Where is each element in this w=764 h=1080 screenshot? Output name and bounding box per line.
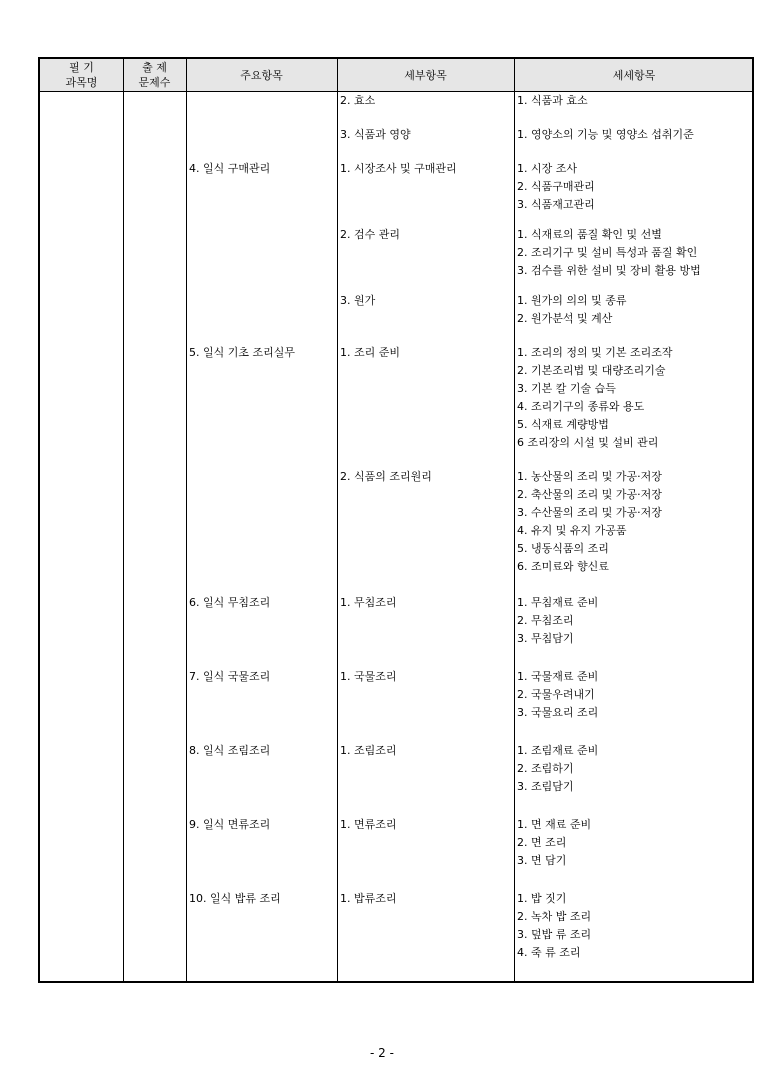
column-divider [514, 59, 515, 981]
detail-item: 5. 식재료 계량방법 [517, 418, 609, 431]
sub-item: 2. 식품의 조리원리 [340, 470, 432, 483]
detail-item: 1. 식품과 효소 [517, 94, 588, 107]
sub-item: 1. 무침조리 [340, 596, 397, 609]
detail-item: 3. 검수를 위한 설비 및 장비 활용 방법 [517, 264, 701, 277]
detail-item: 1. 국물재료 준비 [517, 670, 599, 683]
detail-item: 3. 국물요리 조리 [517, 706, 599, 719]
detail-item: 1. 원가의 의의 및 종류 [517, 294, 627, 307]
sub-item: 1. 조림조리 [340, 744, 397, 757]
sub-item: 1. 밥류조리 [340, 892, 397, 905]
main-item: 4. 일식 구매관리 [189, 162, 271, 175]
detail-item: 1. 시장 조사 [517, 162, 577, 175]
header-sub [337, 59, 514, 91]
main-item: 5. 일식 기초 조리실무 [189, 346, 295, 359]
detail-item: 2. 조리기구 및 설비 특성과 품질 확인 [517, 246, 698, 259]
detail-item: 3. 면 담기 [517, 854, 567, 867]
detail-item: 3. 식품재고관리 [517, 198, 595, 211]
detail-item: 2. 원가분석 및 계산 [517, 312, 613, 325]
detail-item: 3. 조림담기 [517, 780, 574, 793]
main-item: 7. 일식 국물조리 [189, 670, 271, 683]
detail-item: 1. 무침재료 준비 [517, 596, 599, 609]
detail-item: 4. 죽 류 조리 [517, 946, 581, 959]
detail-item: 2. 무침조리 [517, 614, 574, 627]
column-divider [123, 59, 124, 981]
syllabus-table [38, 57, 754, 983]
detail-item: 1. 농산물의 조리 및 가공·저장 [517, 470, 662, 483]
detail-item: 3. 덮밥 류 조리 [517, 928, 592, 941]
detail-item: 2. 조림하기 [517, 762, 574, 775]
detail-item: 2. 녹차 밥 조리 [517, 910, 592, 923]
sub-item: 1. 국물조리 [340, 670, 397, 683]
sub-item: 3. 식품과 영양 [340, 128, 411, 141]
detail-item: 2. 식품구매관리 [517, 180, 595, 193]
header-sub-label: 세부항목 [404, 68, 447, 82]
detail-item: 1. 조리의 정의 및 기본 조리조작 [517, 346, 673, 359]
header-subject [40, 59, 123, 91]
detail-item: 5. 냉동식품의 조리 [517, 542, 609, 555]
sub-item: 1. 시장조사 및 구매관리 [340, 162, 457, 175]
sub-item: 2. 효소 [340, 94, 376, 107]
page-number: - 2 - [370, 1046, 394, 1060]
header-main [186, 59, 337, 91]
detail-item: 6 조리장의 시설 및 설비 관리 [517, 436, 659, 449]
detail-item: 2. 기본조리법 및 대량조리기술 [517, 364, 666, 377]
sub-item: 2. 검수 관리 [340, 228, 400, 241]
header-count [123, 59, 186, 91]
detail-item: 4. 유지 및 유지 가공품 [517, 524, 627, 537]
detail-item: 2. 축산물의 조리 및 가공·저장 [517, 488, 662, 501]
header-count-line2: 문제수 [138, 76, 171, 89]
column-divider [186, 59, 187, 981]
main-item: 9. 일식 면류조리 [189, 818, 271, 831]
column-divider [337, 59, 338, 981]
detail-item: 2. 면 조리 [517, 836, 567, 849]
header-count-line1: 출 제 [142, 61, 167, 74]
detail-item: 4. 조리기구의 종류와 용도 [517, 400, 645, 413]
detail-item: 1. 밥 짓기 [517, 892, 567, 905]
main-item: 10. 일식 밥류 조리 [189, 892, 281, 905]
table-header [40, 59, 752, 92]
detail-item: 2. 국물우려내기 [517, 688, 595, 701]
main-item: 8. 일식 조림조리 [189, 744, 271, 757]
detail-item: 3. 기본 칼 기술 습득 [517, 382, 616, 395]
header-subject-line2: 과목명 [65, 76, 98, 89]
header-subject-line1: 필 기 [69, 61, 94, 74]
detail-item: 3. 수산물의 조리 및 가공·저장 [517, 506, 662, 519]
detail-item: 1. 조림재료 준비 [517, 744, 599, 757]
header-detail [514, 59, 754, 91]
header-detail-label: 세세항목 [612, 68, 656, 82]
detail-item: 6. 조미료와 향신료 [517, 560, 609, 573]
detail-item: 1. 영양소의 기능 및 영양소 섭취기준 [517, 128, 694, 141]
sub-item: 1. 면류조리 [340, 818, 397, 831]
detail-item: 1. 면 재료 준비 [517, 818, 592, 831]
header-main-label: 주요항목 [240, 68, 283, 82]
sub-item: 1. 조리 준비 [340, 346, 400, 359]
detail-item: 1. 식재료의 품질 확인 및 선별 [517, 228, 662, 241]
detail-item: 3. 무침담기 [517, 632, 574, 645]
main-item: 6. 일식 무침조리 [189, 596, 271, 609]
sub-item: 3. 원가 [340, 294, 376, 307]
